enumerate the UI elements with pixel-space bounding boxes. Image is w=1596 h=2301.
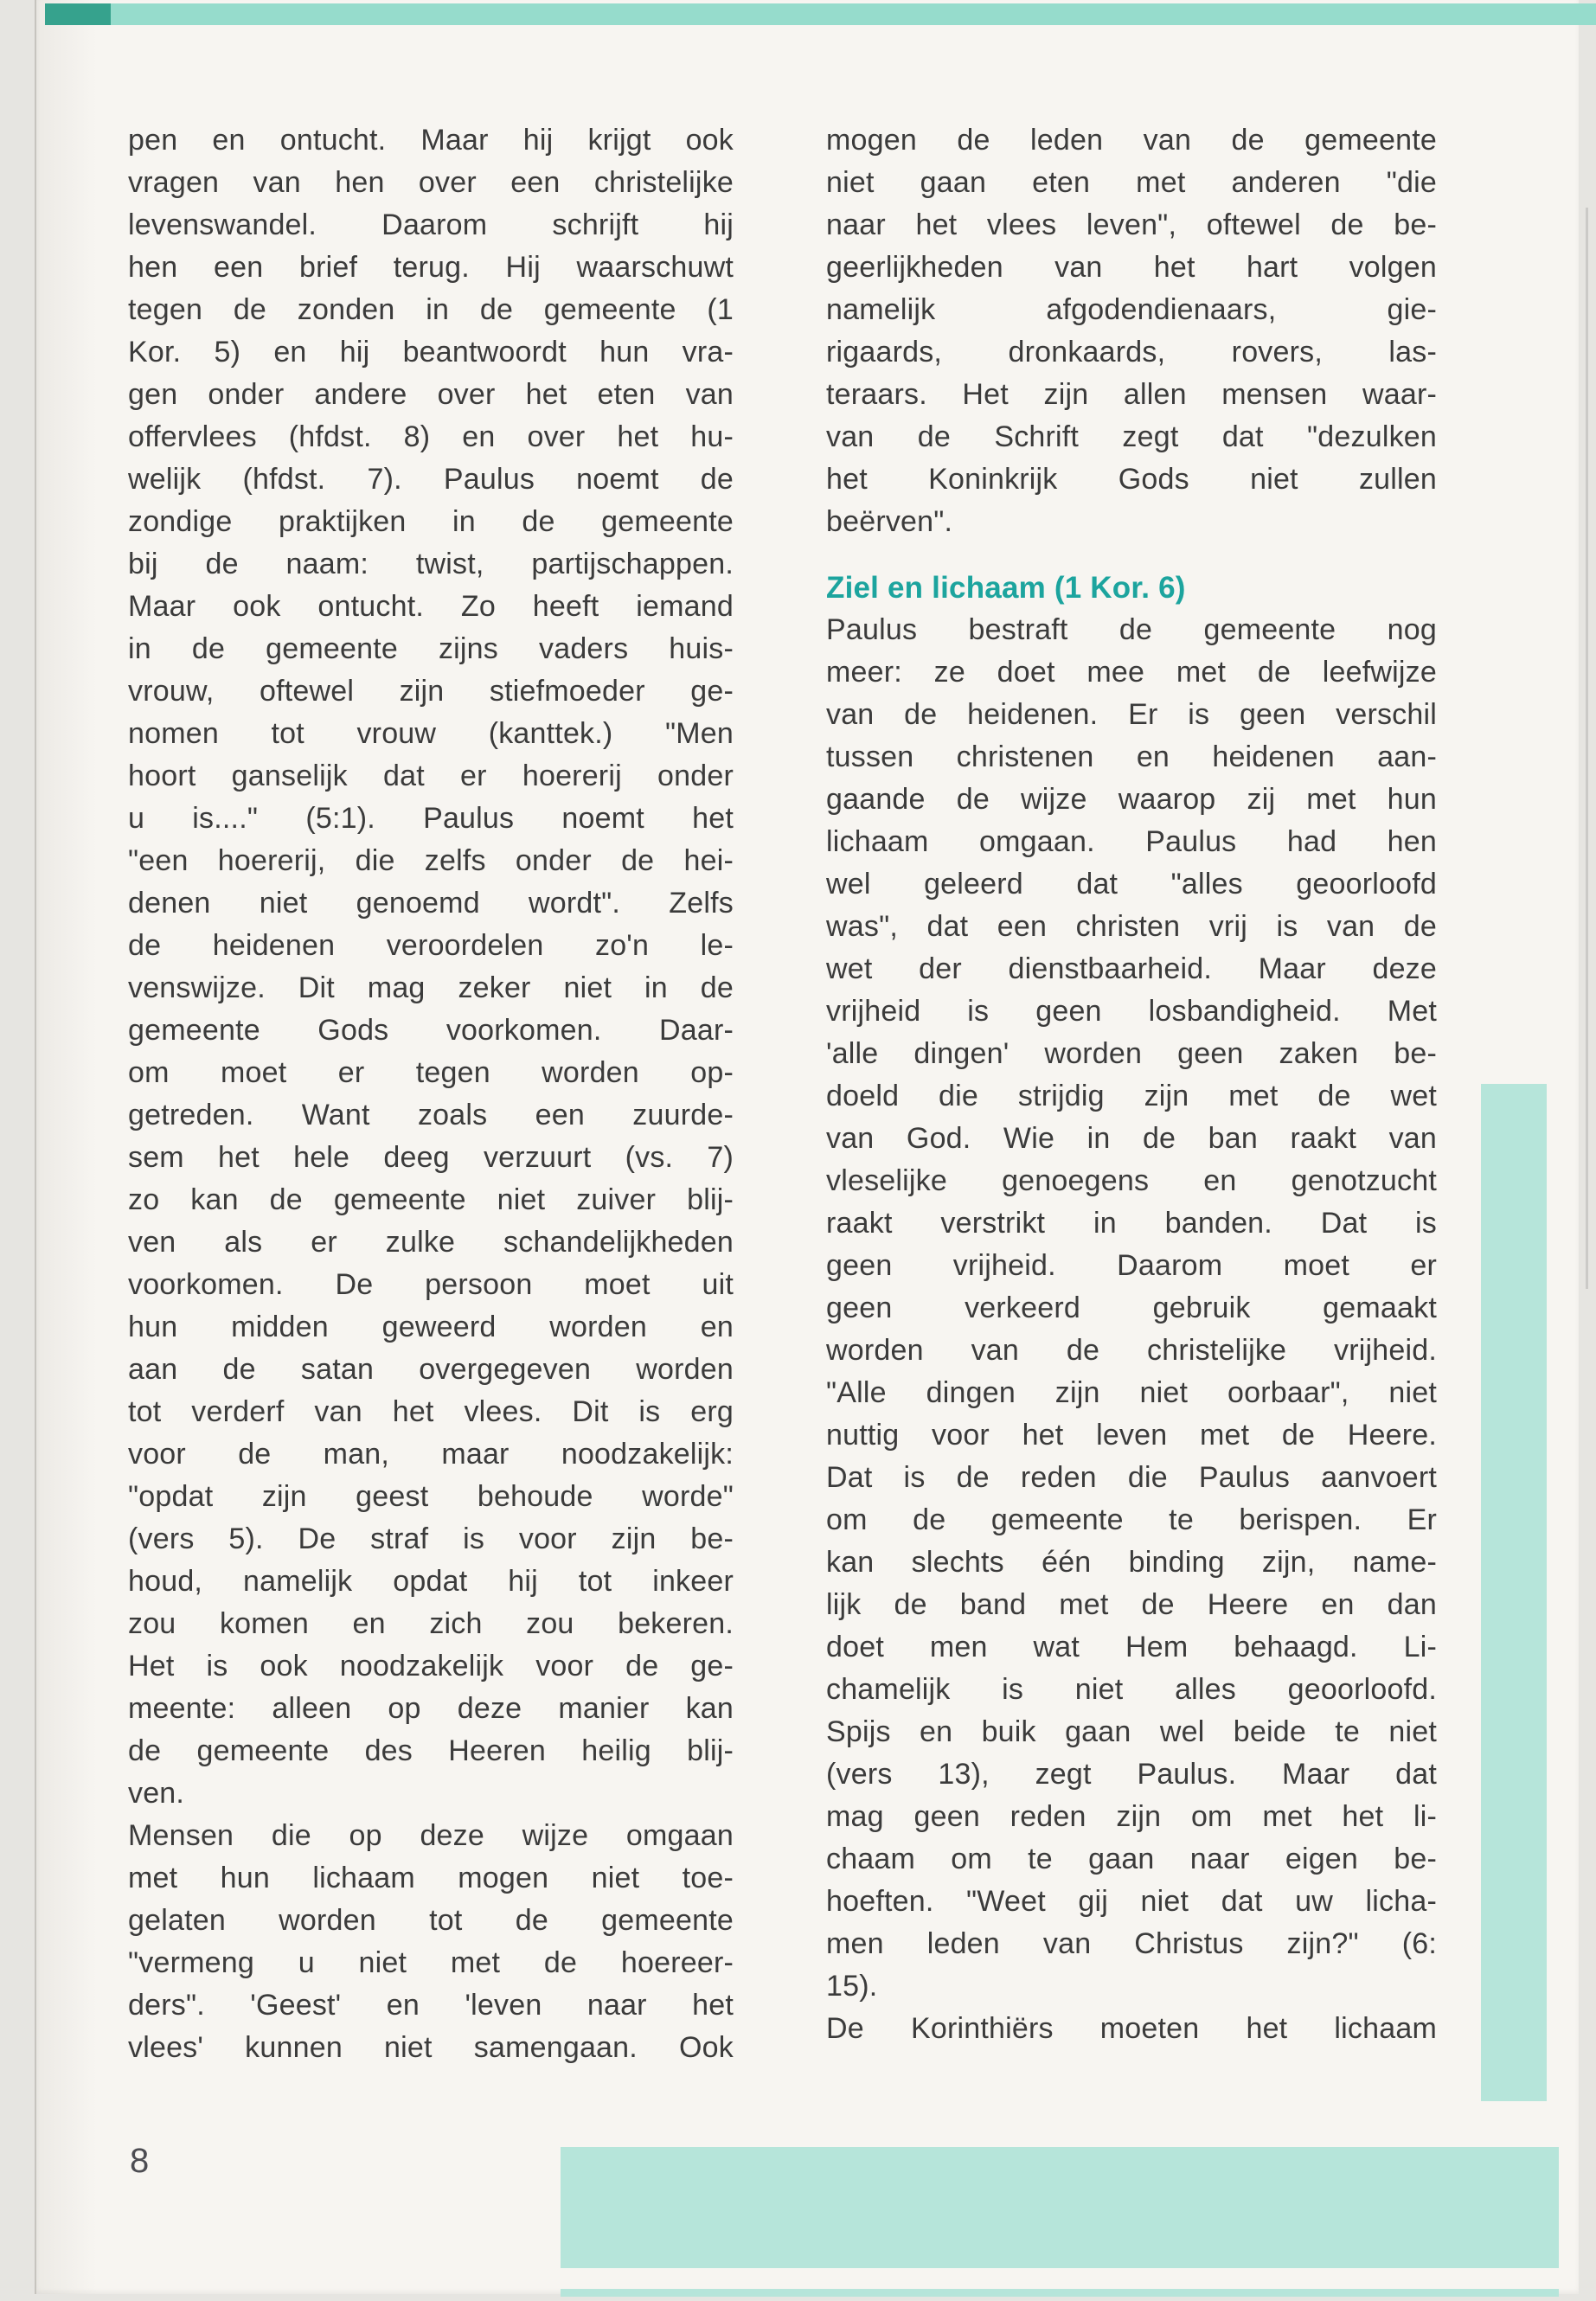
section-heading: Ziel en lichaam (1 Kor. 6) xyxy=(826,571,1186,605)
right-column-intro xyxy=(826,119,1437,543)
text-line: de gemeente des Heeren heilig blij- xyxy=(128,1734,734,1767)
text-line: Paulus bestraft de gemeente nog xyxy=(826,613,1437,646)
text-line: meer: ze doet mee met de leefwijze xyxy=(826,656,1437,689)
text-line: levenswandel. Daarom schrijft hij xyxy=(128,208,734,241)
paragraph xyxy=(826,609,1437,2008)
top-accent-bar xyxy=(111,3,1596,25)
text-line: hen een brief terug. Hij waarschuwt xyxy=(128,251,734,284)
right-decorative-bar xyxy=(1481,1084,1547,2101)
text-line: vrijheid is geen losbandigheid. Met xyxy=(826,995,1437,1028)
scan-edge-line xyxy=(1586,208,1588,1289)
text-line: mag geen reden zijn om met het li- xyxy=(826,1800,1437,1833)
paragraph xyxy=(826,2008,1437,2050)
paragraph xyxy=(128,1815,734,2069)
text-line: het Koninkrijk Gods niet zullen xyxy=(826,463,1437,496)
text-line: houd, namelijk opdat hij tot inkeer xyxy=(128,1565,734,1598)
text-line: u is...." (5:1). Paulus noemt het xyxy=(128,802,734,835)
text-line: (vers 13), zegt Paulus. Maar dat xyxy=(826,1758,1437,1791)
bottom-decorative-strip xyxy=(561,2289,1559,2297)
text-line: meente: alleen op deze manier kan xyxy=(128,1692,734,1725)
text-line: raakt verstrikt in banden. Dat is xyxy=(826,1207,1437,1240)
text-line: venswijze. Dit mag zeker niet in de xyxy=(128,971,734,1004)
text-line: denen niet genoemd wordt". Zelfs xyxy=(128,887,734,920)
text-line: om de gemeente te berispen. Er xyxy=(826,1503,1437,1536)
text-line: gemeente Gods voorkomen. Daar- xyxy=(128,1014,734,1047)
text-line: Mensen die op deze wijze omgaan xyxy=(128,1819,734,1852)
text-line: Het is ook noodzakelijk voor de ge- xyxy=(128,1650,734,1682)
text-line: (vers 5). De straf is voor zijn be- xyxy=(128,1522,734,1555)
text-line: "Alle dingen zijn niet oorbaar", niet xyxy=(826,1376,1437,1409)
page-number: 8 xyxy=(130,2142,150,2180)
paragraph xyxy=(128,119,734,1815)
text-line: doeld die strijdig zijn met de wet xyxy=(826,1080,1437,1112)
text-line: naar het vlees leven", oftewel de be- xyxy=(826,208,1437,241)
text-line: zou komen en zich zou bekeren. xyxy=(128,1607,734,1640)
text-line: van God. Wie in de ban raakt van xyxy=(826,1122,1437,1155)
text-line: vleselijke genoegens en genotzucht xyxy=(826,1164,1437,1197)
text-line: pen en ontucht. Maar hij krijgt ook xyxy=(128,124,734,157)
text-line: zo kan de gemeente niet zuiver blij- xyxy=(128,1183,734,1216)
text-line: van de Schrift zegt dat "dezulken xyxy=(826,420,1437,453)
text-line: vlees' kunnen niet samengaan. Ook xyxy=(128,2031,734,2064)
text-line: in de gemeente zijns vaders huis- xyxy=(128,632,734,665)
text-line: voorkomen. De persoon moet uit xyxy=(128,1268,734,1301)
text-line: wet der dienstbaarheid. Maar deze xyxy=(826,952,1437,985)
text-line: offervlees (hfdst. 8) en over het hu- xyxy=(128,420,734,453)
text-line: Dat is de reden die Paulus aanvoert xyxy=(826,1461,1437,1494)
text-line: hun midden geweerd worden en xyxy=(128,1311,734,1343)
text-line: niet gaan eten met anderen "die xyxy=(826,166,1437,199)
text-line: teraars. Het zijn allen mensen waar- xyxy=(826,378,1437,411)
left-text-column xyxy=(128,119,734,2069)
text-line: welijk (hfdst. 7). Paulus noemt de xyxy=(128,463,734,496)
text-line: rigaards, dronkaards, rovers, las- xyxy=(826,336,1437,369)
text-line: "een hoererij, die zelfs onder de hei- xyxy=(128,844,734,877)
right-column-body xyxy=(826,609,1437,2050)
text-line: tegen de zonden in de gemeente (1 xyxy=(128,293,734,326)
text-line: nuttig voor het leven met de Heere. xyxy=(826,1419,1437,1452)
text-line: geen vrijheid. Daarom moet er xyxy=(826,1249,1437,1282)
text-line: "vermeng u niet met de hoereer- xyxy=(128,1946,734,1979)
text-line: om moet er tegen worden op- xyxy=(128,1056,734,1089)
text-line: Maar ook ontucht. Zo heeft iemand xyxy=(128,590,734,623)
text-line: lijk de band met de Heere en dan xyxy=(826,1588,1437,1621)
text-line: kan slechts één binding zijn, name- xyxy=(826,1546,1437,1579)
text-line: vrouw, oftewel zijn stiefmoeder ge- xyxy=(128,675,734,708)
text-line: van de heidenen. Er is geen verschil xyxy=(826,698,1437,731)
text-line: hoeften. "Weet gij niet dat uw licha- xyxy=(826,1885,1437,1918)
text-line: namelijk afgodendienaars, gie- xyxy=(826,293,1437,326)
text-line: geerlijkheden van het hart volgen xyxy=(826,251,1437,284)
text-line: bij de naam: twist, partijschappen. xyxy=(128,548,734,580)
text-line: wel geleerd dat "alles geoorloofd xyxy=(826,868,1437,901)
text-line: mogen de leden van de gemeente xyxy=(826,124,1437,157)
right-text-column xyxy=(826,119,1437,2050)
text-line: chaam om te gaan naar eigen be- xyxy=(826,1843,1437,1875)
text-line: geen verkeerd gebruik gemaakt xyxy=(826,1292,1437,1324)
text-line: ven als er zulke schandelijkheden xyxy=(128,1226,734,1259)
text-line: zondige praktijken in de gemeente xyxy=(128,505,734,538)
text-line: getreden. Want zoals een zuurde- xyxy=(128,1099,734,1131)
text-line: 15). xyxy=(826,1970,878,2003)
text-line: gen onder andere over het eten van xyxy=(128,378,734,411)
text-line: "opdat zijn geest behoude worde" xyxy=(128,1480,734,1513)
text-line: gelaten worden tot de gemeente xyxy=(128,1904,734,1937)
text-line: vragen van hen over een christelijke xyxy=(128,166,734,199)
text-line: de heidenen veroordelen zo'n le- xyxy=(128,929,734,962)
text-line: beërven". xyxy=(826,505,953,538)
text-line: was", dat een christen vrij is van de xyxy=(826,910,1437,943)
text-line: worden van de christelijke vrijheid. xyxy=(826,1334,1437,1367)
text-line: gaande de wijze waarop zij met hun xyxy=(826,783,1437,816)
text-line: met hun lichaam mogen niet toe- xyxy=(128,1862,734,1894)
text-line: hoort ganselijk dat er hoererij onder xyxy=(128,760,734,792)
text-line: tot verderf van het vlees. Dit is erg xyxy=(128,1395,734,1428)
text-line: Spijs en buik gaan wel beide te niet xyxy=(826,1715,1437,1748)
text-line: doet men wat Hem behaagd. Li- xyxy=(826,1631,1437,1663)
text-line: voor de man, maar noodzakelijk: xyxy=(128,1438,734,1471)
text-line: chamelijk is niet alles geoorloofd. xyxy=(826,1673,1437,1706)
text-line: 'alle dingen' worden geen zaken be- xyxy=(826,1037,1437,1070)
text-line: sem het hele deeg verzuurt (vs. 7) xyxy=(128,1141,734,1174)
text-line: men leden van Christus zijn?" (6: xyxy=(826,1927,1437,1960)
text-line: lichaam omgaan. Paulus had hen xyxy=(826,825,1437,858)
paragraph xyxy=(826,119,1437,543)
text-line: ven. xyxy=(128,1777,185,1810)
text-line: Kor. 5) en hij beantwoordt hun vra- xyxy=(128,336,734,369)
text-line: nomen tot vrouw (kanttek.) "Men xyxy=(128,717,734,750)
text-line: aan de satan overgegeven worden xyxy=(128,1353,734,1386)
text-line: tussen christenen en heidenen aan- xyxy=(826,740,1437,773)
text-line: De Korinthiërs moeten het lichaam xyxy=(826,2012,1437,2045)
bottom-decorative-block xyxy=(561,2147,1559,2268)
text-line: ders". 'Geest' en 'leven naar het xyxy=(128,1989,734,2022)
top-accent-bar-dark-segment xyxy=(45,3,111,25)
